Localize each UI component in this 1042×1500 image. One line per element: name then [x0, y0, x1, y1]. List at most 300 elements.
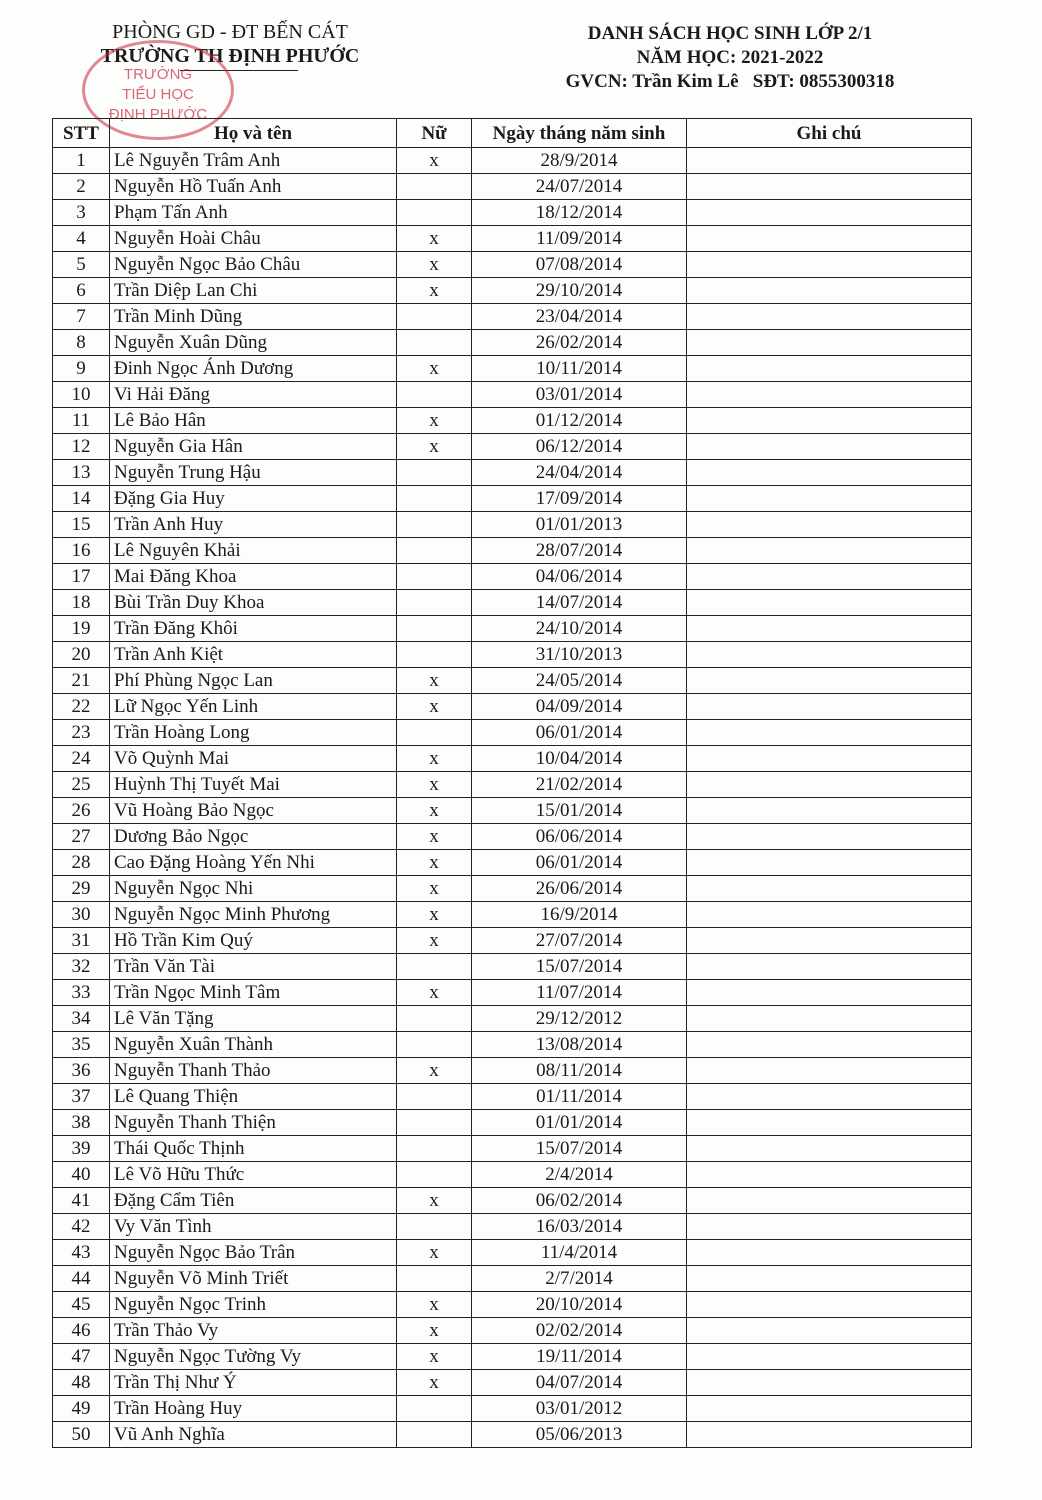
- cell-stt: 18: [53, 590, 110, 616]
- cell-dob: 01/11/2014: [472, 1084, 687, 1110]
- cell-notes: [687, 1292, 972, 1318]
- cell-notes: [687, 1110, 972, 1136]
- cell-female: [397, 1084, 472, 1110]
- table-row: [53, 512, 972, 538]
- cell-stt: 42: [53, 1214, 110, 1240]
- cell-stt: 2: [53, 174, 110, 200]
- cell-notes: [687, 538, 972, 564]
- cell-dob: 16/9/2014: [472, 902, 687, 928]
- cell-notes: [687, 1370, 972, 1396]
- cell-name: Lê Võ Hữu Thức: [110, 1162, 397, 1188]
- cell-female: x: [397, 148, 472, 174]
- table-row: [53, 200, 972, 226]
- stamp-text: TIỂU HỌC: [122, 86, 194, 103]
- table-row: [53, 642, 972, 668]
- table-row: [53, 356, 972, 382]
- cell-female: [397, 642, 472, 668]
- cell-dob: 14/07/2014: [472, 590, 687, 616]
- school-name: TRƯỜNG TH ĐỊNH PHƯỚC: [100, 45, 360, 67]
- cell-stt: 20: [53, 642, 110, 668]
- table-row: [53, 980, 972, 1006]
- cell-dob: 07/08/2014: [472, 252, 687, 278]
- cell-female: [397, 1214, 472, 1240]
- cell-name: Lê Văn Tặng: [110, 1006, 397, 1032]
- cell-female: x: [397, 1188, 472, 1214]
- table-row: [53, 1136, 972, 1162]
- cell-female: x: [397, 980, 472, 1006]
- cell-female: x: [397, 1318, 472, 1344]
- cell-name: Vy Văn Tình: [110, 1214, 397, 1240]
- cell-stt: 11: [53, 408, 110, 434]
- cell-dob: 15/07/2014: [472, 954, 687, 980]
- cell-dob: 29/12/2012: [472, 1006, 687, 1032]
- cell-dob: 15/07/2014: [472, 1136, 687, 1162]
- cell-dob: 29/10/2014: [472, 278, 687, 304]
- cell-name: Trần Đăng Khôi: [110, 616, 397, 642]
- table-row: [53, 1110, 972, 1136]
- cell-female: x: [397, 694, 472, 720]
- cell-notes: [687, 1058, 972, 1084]
- cell-stt: 16: [53, 538, 110, 564]
- table-row: [53, 1162, 972, 1188]
- cell-stt: 14: [53, 486, 110, 512]
- cell-female: x: [397, 356, 472, 382]
- cell-stt: 9: [53, 356, 110, 382]
- table-row: [53, 460, 972, 486]
- cell-notes: [687, 642, 972, 668]
- cell-name: Nguyễn Ngọc Trinh: [110, 1292, 397, 1318]
- cell-stt: 35: [53, 1032, 110, 1058]
- cell-stt: 45: [53, 1292, 110, 1318]
- cell-name: Vi Hải Đăng: [110, 382, 397, 408]
- table-row: [53, 1058, 972, 1084]
- cell-name: Trần Hoàng Long: [110, 720, 397, 746]
- cell-name: Thái Quốc Thịnh: [110, 1136, 397, 1162]
- cell-name: Nguyễn Ngọc Bảo Châu: [110, 252, 397, 278]
- cell-stt: 34: [53, 1006, 110, 1032]
- cell-stt: 31: [53, 928, 110, 954]
- cell-stt: 41: [53, 1188, 110, 1214]
- cell-name: Lê Nguyên Khải: [110, 538, 397, 564]
- cell-notes: [687, 1006, 972, 1032]
- cell-notes: [687, 486, 972, 512]
- cell-notes: [687, 850, 972, 876]
- cell-dob: 27/07/2014: [472, 928, 687, 954]
- cell-name: Đặng Gia Huy: [110, 486, 397, 512]
- cell-notes: [687, 590, 972, 616]
- table-row: [53, 1370, 972, 1396]
- table-row: [53, 590, 972, 616]
- cell-stt: 23: [53, 720, 110, 746]
- table-row: [53, 798, 972, 824]
- cell-female: x: [397, 278, 472, 304]
- cell-stt: 19: [53, 616, 110, 642]
- cell-stt: 3: [53, 200, 110, 226]
- cell-stt: 33: [53, 980, 110, 1006]
- cell-female: x: [397, 1058, 472, 1084]
- cell-notes: [687, 460, 972, 486]
- cell-notes: [687, 902, 972, 928]
- cell-female: [397, 720, 472, 746]
- cell-name: Cao Đặng Hoàng Yến Nhi: [110, 850, 397, 876]
- cell-name: Nguyễn Hồ Tuấn Anh: [110, 174, 397, 200]
- cell-dob: 11/4/2014: [472, 1240, 687, 1266]
- cell-stt: 7: [53, 304, 110, 330]
- cell-dob: 26/06/2014: [472, 876, 687, 902]
- cell-female: [397, 616, 472, 642]
- cell-notes: [687, 1214, 972, 1240]
- cell-female: [397, 1422, 472, 1448]
- cell-female: [397, 590, 472, 616]
- table-row: [53, 694, 972, 720]
- cell-stt: 47: [53, 1344, 110, 1370]
- cell-notes: [687, 564, 972, 590]
- cell-notes: [687, 356, 972, 382]
- cell-name: Nguyễn Võ Minh Triết: [110, 1266, 397, 1292]
- cell-name: Hồ Trần Kim Quý: [110, 928, 397, 954]
- cell-name: Trần Văn Tài: [110, 954, 397, 980]
- cell-dob: 05/06/2013: [472, 1422, 687, 1448]
- cell-name: Mai Đăng Khoa: [110, 564, 397, 590]
- cell-name: Trần Minh Dũng: [110, 304, 397, 330]
- cell-name: Nguyễn Trung Hậu: [110, 460, 397, 486]
- cell-dob: 28/9/2014: [472, 148, 687, 174]
- table-row: [53, 538, 972, 564]
- cell-female: x: [397, 668, 472, 694]
- col-female: Nữ: [397, 119, 472, 148]
- cell-female: [397, 200, 472, 226]
- cell-notes: [687, 252, 972, 278]
- cell-name: Trần Anh Huy: [110, 512, 397, 538]
- cell-notes: [687, 824, 972, 850]
- cell-female: [397, 1396, 472, 1422]
- cell-notes: [687, 200, 972, 226]
- cell-name: Trần Thị Như Ý: [110, 1370, 397, 1396]
- cell-female: [397, 1266, 472, 1292]
- cell-dob: 10/11/2014: [472, 356, 687, 382]
- table-row: [53, 1396, 972, 1422]
- cell-stt: 21: [53, 668, 110, 694]
- cell-female: x: [397, 876, 472, 902]
- cell-female: [397, 382, 472, 408]
- cell-dob: 04/06/2014: [472, 564, 687, 590]
- cell-dob: 24/04/2014: [472, 460, 687, 486]
- cell-female: [397, 564, 472, 590]
- table-row: [53, 1292, 972, 1318]
- cell-dob: 17/09/2014: [472, 486, 687, 512]
- table-row: [53, 928, 972, 954]
- cell-stt: 40: [53, 1162, 110, 1188]
- cell-stt: 49: [53, 1396, 110, 1422]
- cell-dob: 15/01/2014: [472, 798, 687, 824]
- cell-female: x: [397, 850, 472, 876]
- cell-dob: 06/01/2014: [472, 720, 687, 746]
- table-row: [53, 1266, 972, 1292]
- cell-name: Dương Bảo Ngọc: [110, 824, 397, 850]
- cell-stt: 26: [53, 798, 110, 824]
- table-row: [53, 408, 972, 434]
- cell-stt: 48: [53, 1370, 110, 1396]
- cell-stt: 12: [53, 434, 110, 460]
- cell-female: [397, 538, 472, 564]
- cell-dob: 08/11/2014: [472, 1058, 687, 1084]
- col-name: Họ và tên: [110, 119, 397, 148]
- cell-notes: [687, 382, 972, 408]
- cell-female: x: [397, 746, 472, 772]
- cell-dob: 10/04/2014: [472, 746, 687, 772]
- cell-name: Nguyễn Xuân Dũng: [110, 330, 397, 356]
- title-block: [500, 22, 960, 94]
- cell-female: x: [397, 798, 472, 824]
- table-header-row: [53, 119, 972, 148]
- table-row: [53, 226, 972, 252]
- table-row: [53, 382, 972, 408]
- table-row: [53, 564, 972, 590]
- cell-female: [397, 1136, 472, 1162]
- cell-dob: 06/02/2014: [472, 1188, 687, 1214]
- cell-notes: [687, 148, 972, 174]
- cell-female: x: [397, 226, 472, 252]
- cell-notes: [687, 746, 972, 772]
- cell-stt: 29: [53, 876, 110, 902]
- cell-female: [397, 1006, 472, 1032]
- cell-stt: 39: [53, 1136, 110, 1162]
- table-row: [53, 746, 972, 772]
- cell-stt: 43: [53, 1240, 110, 1266]
- table-row: [53, 434, 972, 460]
- cell-dob: 13/08/2014: [472, 1032, 687, 1058]
- cell-name: Nguyễn Thanh Thảo: [110, 1058, 397, 1084]
- cell-dob: 18/12/2014: [472, 200, 687, 226]
- cell-notes: [687, 928, 972, 954]
- cell-female: x: [397, 434, 472, 460]
- cell-notes: [687, 798, 972, 824]
- cell-female: x: [397, 1240, 472, 1266]
- cell-dob: 01/12/2014: [472, 408, 687, 434]
- cell-name: Nguyễn Ngọc Bảo Trân: [110, 1240, 397, 1266]
- table-row: [53, 616, 972, 642]
- cell-name: Đinh Ngọc Ánh Dương: [110, 356, 397, 382]
- cell-dob: 24/05/2014: [472, 668, 687, 694]
- cell-stt: 44: [53, 1266, 110, 1292]
- cell-notes: [687, 616, 972, 642]
- cell-name: Trần Anh Kiệt: [110, 642, 397, 668]
- cell-stt: 37: [53, 1084, 110, 1110]
- cell-female: x: [397, 772, 472, 798]
- cell-name: Nguyễn Thanh Thiện: [110, 1110, 397, 1136]
- cell-stt: 50: [53, 1422, 110, 1448]
- cell-notes: [687, 668, 972, 694]
- cell-notes: [687, 408, 972, 434]
- cell-notes: [687, 1084, 972, 1110]
- cell-dob: 24/10/2014: [472, 616, 687, 642]
- cell-dob: 01/01/2014: [472, 1110, 687, 1136]
- table-row: [53, 1188, 972, 1214]
- cell-name: Vũ Hoàng Bảo Ngọc: [110, 798, 397, 824]
- cell-female: [397, 1032, 472, 1058]
- cell-name: Trần Thảo Vy: [110, 1318, 397, 1344]
- cell-stt: 28: [53, 850, 110, 876]
- cell-stt: 8: [53, 330, 110, 356]
- cell-stt: 15: [53, 512, 110, 538]
- table-row: [53, 824, 972, 850]
- col-dob: Ngày tháng năm sinh: [472, 119, 687, 148]
- cell-dob: 11/09/2014: [472, 226, 687, 252]
- cell-name: Huỳnh Thị Tuyết Mai: [110, 772, 397, 798]
- table-row: [53, 902, 972, 928]
- table-row: [53, 252, 972, 278]
- table-row: [53, 668, 972, 694]
- cell-dob: 28/07/2014: [472, 538, 687, 564]
- cell-dob: 06/06/2014: [472, 824, 687, 850]
- cell-name: Lê Nguyễn Trâm Anh: [110, 148, 397, 174]
- cell-notes: [687, 330, 972, 356]
- cell-stt: 25: [53, 772, 110, 798]
- table-row: [53, 1344, 972, 1370]
- document-title: DANH SÁCH HỌC SINH LỚP 2/1: [587, 23, 873, 44]
- cell-stt: 30: [53, 902, 110, 928]
- cell-name: Bùi Trần Duy Khoa: [110, 590, 397, 616]
- cell-dob: 01/01/2013: [472, 512, 687, 538]
- cell-female: [397, 1110, 472, 1136]
- table-row: [53, 876, 972, 902]
- cell-notes: [687, 720, 972, 746]
- cell-name: Trần Hoàng Huy: [110, 1396, 397, 1422]
- cell-dob: 2/7/2014: [472, 1266, 687, 1292]
- cell-stt: 1: [53, 148, 110, 174]
- table-body: [53, 148, 972, 1448]
- cell-name: Nguyễn Hoài Châu: [110, 226, 397, 252]
- cell-notes: [687, 980, 972, 1006]
- cell-notes: [687, 772, 972, 798]
- cell-dob: 11/07/2014: [472, 980, 687, 1006]
- cell-dob: 03/01/2012: [472, 1396, 687, 1422]
- cell-name: Võ Quỳnh Mai: [110, 746, 397, 772]
- cell-notes: [687, 954, 972, 980]
- cell-female: [397, 174, 472, 200]
- cell-dob: 16/03/2014: [472, 1214, 687, 1240]
- cell-dob: 03/01/2014: [472, 382, 687, 408]
- cell-dob: 23/04/2014: [472, 304, 687, 330]
- cell-dob: 04/09/2014: [472, 694, 687, 720]
- cell-dob: 26/02/2014: [472, 330, 687, 356]
- table-row: [53, 278, 972, 304]
- cell-notes: [687, 694, 972, 720]
- table-row: [53, 304, 972, 330]
- cell-name: Lê Quang Thiện: [110, 1084, 397, 1110]
- cell-notes: [687, 1344, 972, 1370]
- cell-female: [397, 460, 472, 486]
- cell-female: x: [397, 252, 472, 278]
- cell-female: x: [397, 902, 472, 928]
- table-row: [53, 1214, 972, 1240]
- cell-name: Nguyễn Ngọc Nhi: [110, 876, 397, 902]
- cell-name: Lữ Ngọc Yến Linh: [110, 694, 397, 720]
- cell-stt: 4: [53, 226, 110, 252]
- cell-name: Phạm Tấn Anh: [110, 200, 397, 226]
- table-row: [53, 330, 972, 356]
- cell-stt: 10: [53, 382, 110, 408]
- cell-female: x: [397, 1292, 472, 1318]
- cell-name: Nguyễn Xuân Thành: [110, 1032, 397, 1058]
- student-table: [52, 118, 972, 1448]
- cell-stt: 46: [53, 1318, 110, 1344]
- cell-stt: 17: [53, 564, 110, 590]
- cell-name: Lê Bảo Hân: [110, 408, 397, 434]
- cell-female: x: [397, 824, 472, 850]
- cell-stt: 5: [53, 252, 110, 278]
- cell-name: Nguyễn Gia Hân: [110, 434, 397, 460]
- cell-stt: 36: [53, 1058, 110, 1084]
- table-row: [53, 1084, 972, 1110]
- cell-dob: 2/4/2014: [472, 1162, 687, 1188]
- cell-name: Trần Diệp Lan Chi: [110, 278, 397, 304]
- table-row: [53, 772, 972, 798]
- stamp-text: ĐỊNH PHƯỚC: [108, 106, 208, 123]
- cell-notes: [687, 434, 972, 460]
- cell-name: Trần Ngọc Minh Tâm: [110, 980, 397, 1006]
- cell-female: x: [397, 408, 472, 434]
- cell-female: [397, 512, 472, 538]
- cell-notes: [687, 876, 972, 902]
- col-stt: STT: [53, 119, 110, 148]
- cell-dob: 24/07/2014: [472, 174, 687, 200]
- cell-dob: 02/02/2014: [472, 1318, 687, 1344]
- cell-notes: [687, 1318, 972, 1344]
- cell-dob: 06/12/2014: [472, 434, 687, 460]
- cell-notes: [687, 174, 972, 200]
- table-row: [53, 174, 972, 200]
- cell-notes: [687, 1266, 972, 1292]
- cell-notes: [687, 1396, 972, 1422]
- cell-dob: 04/07/2014: [472, 1370, 687, 1396]
- cell-stt: 32: [53, 954, 110, 980]
- cell-female: [397, 1162, 472, 1188]
- cell-stt: 13: [53, 460, 110, 486]
- cell-name: Vũ Anh Nghĩa: [110, 1422, 397, 1448]
- cell-female: [397, 486, 472, 512]
- cell-female: [397, 304, 472, 330]
- cell-notes: [687, 1162, 972, 1188]
- cell-name: Nguyễn Ngọc Minh Phương: [110, 902, 397, 928]
- cell-name: Nguyễn Ngọc Tường Vy: [110, 1344, 397, 1370]
- cell-stt: 24: [53, 746, 110, 772]
- cell-dob: 21/02/2014: [472, 772, 687, 798]
- cell-notes: [687, 226, 972, 252]
- table-row: [53, 1422, 972, 1448]
- table-row: [53, 720, 972, 746]
- cell-dob: 31/10/2013: [472, 642, 687, 668]
- cell-name: Đặng Cẩm Tiên: [110, 1188, 397, 1214]
- table-row: [53, 850, 972, 876]
- cell-name: Phí Phùng Ngọc Lan: [110, 668, 397, 694]
- cell-female: [397, 954, 472, 980]
- cell-stt: 22: [53, 694, 110, 720]
- cell-notes: [687, 1240, 972, 1266]
- cell-dob: 20/10/2014: [472, 1292, 687, 1318]
- cell-notes: [687, 1032, 972, 1058]
- cell-stt: 6: [53, 278, 110, 304]
- cell-female: x: [397, 1344, 472, 1370]
- cell-notes: [687, 1422, 972, 1448]
- teacher-info: GVCN: Trần Kim Lê SĐT: 0855300318: [565, 71, 895, 92]
- cell-female: x: [397, 1370, 472, 1396]
- cell-female: [397, 330, 472, 356]
- table-row: [53, 486, 972, 512]
- table-row: [53, 1318, 972, 1344]
- department-name: PHÒNG GD - ĐT BẾN CÁT: [112, 21, 348, 43]
- col-notes: Ghi chú: [687, 119, 972, 148]
